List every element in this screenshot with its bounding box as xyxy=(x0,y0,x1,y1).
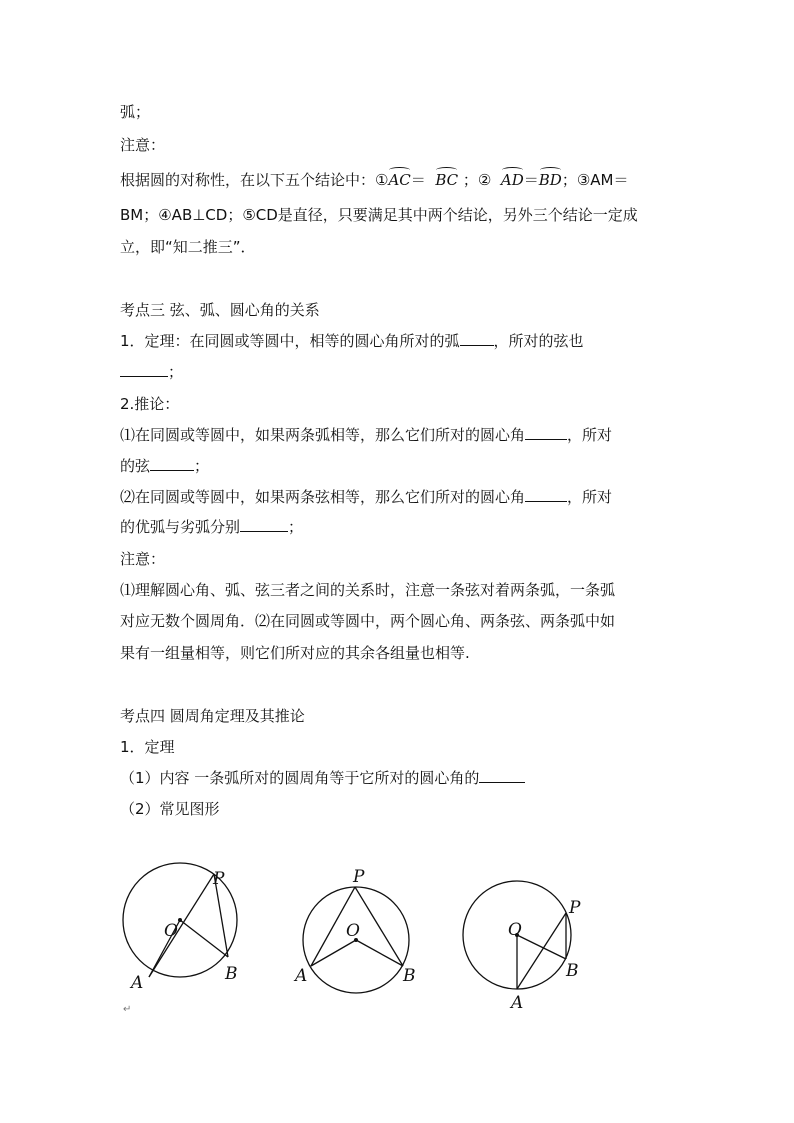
arc-AC-symbol: AC xyxy=(388,171,411,189)
text-segment: ；③AM＝ xyxy=(561,171,629,189)
text-segment: （1）内容 一条弧所对的圆周角等于它所对的圆心角的 xyxy=(120,769,480,787)
label-B: B xyxy=(566,961,579,981)
label-B: B xyxy=(225,964,238,984)
answer-blank xyxy=(479,768,525,783)
note-label-2: 注意： xyxy=(120,550,166,568)
answer-blank xyxy=(150,456,194,471)
text-segment: ； xyxy=(168,363,184,381)
figure-1-circle-diagram xyxy=(112,860,252,1000)
corollary-line-3 xyxy=(120,487,612,507)
center-point xyxy=(178,918,182,922)
chord-PB xyxy=(355,887,403,966)
arc-BC-symbol: BC xyxy=(435,171,459,189)
note-line-1: ⑴理解圆心角、弧、弦三者之间的关系时，注意一条弦对着两条弧，一条弧 xyxy=(120,581,616,599)
figure-3-circle-diagram xyxy=(455,860,595,1020)
label-P: P xyxy=(213,869,225,889)
text-segment: 根据圆的对称性，在以下五个结论中：① xyxy=(120,171,389,189)
text-line-4: BM；④AB⊥CD；⑤CD是直径，只要满足其中两个结论，另外三个结论一定成 xyxy=(120,206,638,224)
radius-OB xyxy=(356,940,403,966)
text-segment: 1．定理：在同圆或等圆中，相等的圆心角所对的弧 xyxy=(120,332,460,350)
radius-OB xyxy=(180,920,228,957)
theorem-line-2 xyxy=(120,362,183,382)
text-segment: ，所对 xyxy=(567,426,613,444)
answer-blank xyxy=(525,487,567,502)
paragraph-mark: ↵ xyxy=(123,1004,132,1015)
note-line-2: 对应无数个圆周角．⑵在同圆或等圆中，两个圆心角、两条弦、两条弧中如 xyxy=(120,612,616,630)
label-A: A xyxy=(295,966,308,986)
label-P: P xyxy=(569,898,581,918)
corollary-line-4 xyxy=(120,517,303,537)
label-P: P xyxy=(353,867,365,887)
figure-2-circle-diagram xyxy=(290,860,430,1000)
answer-blank xyxy=(240,517,288,532)
label-O: O xyxy=(508,920,522,940)
arc-AD-symbol: AD xyxy=(500,171,524,189)
text-segment: ＝ xyxy=(410,171,426,189)
note-line-3: 果有一组量相等，则它们所对应的其余各组量也相等. xyxy=(120,644,470,662)
note-label-1: 注意： xyxy=(120,136,166,154)
label-A: A xyxy=(131,973,144,993)
section-heading-3: 考点三 弦、弧、圆心角的关系 xyxy=(120,301,320,319)
corollary-line-2 xyxy=(120,456,209,476)
text-segment: ； xyxy=(288,518,304,536)
label-B: B xyxy=(403,966,416,986)
common-figures-label: （2）常见图形 xyxy=(120,800,220,818)
answer-blank xyxy=(460,331,494,346)
text-segment: ；② xyxy=(462,171,492,189)
answer-blank xyxy=(120,362,168,377)
text-segment: 的优弧与劣弧分别 xyxy=(120,518,241,536)
answer-blank xyxy=(525,425,567,440)
text-segment: ，所对 xyxy=(567,488,613,506)
text-line-5: 立，即“知二推三”． xyxy=(120,238,256,256)
text-segment: ＝ xyxy=(523,171,539,189)
theorem-line-1 xyxy=(120,331,584,351)
section-heading-4: 考点四 圆周角定理及其推论 xyxy=(120,707,305,725)
text-segment: ； xyxy=(194,457,210,475)
corollary-line-1 xyxy=(120,425,612,445)
text-line-1: 弧； xyxy=(120,103,151,121)
corollary-label: 2.推论： xyxy=(120,395,180,413)
chord-PA xyxy=(517,913,566,989)
radius-OB xyxy=(517,935,566,959)
label-O: O xyxy=(346,921,360,941)
label-A: A xyxy=(511,993,524,1013)
chord-PA xyxy=(149,874,214,977)
text-segment: 的弦 xyxy=(120,457,151,475)
symmetry-conclusions-line xyxy=(120,170,628,190)
text-segment: ，所对的弦也 xyxy=(493,332,584,350)
label-O: O xyxy=(164,921,178,941)
theorem-label: 1．定理 xyxy=(120,738,175,756)
text-segment: ⑴在同圆或等圆中，如果两条弧相等，那么它们所对的圆心角 xyxy=(120,426,526,444)
text-segment: ⑵在同圆或等圆中，如果两条弦相等，那么它们所对的圆心角 xyxy=(120,488,526,506)
arc-BD-symbol: BD xyxy=(538,171,562,189)
theorem-content-line xyxy=(120,768,525,788)
